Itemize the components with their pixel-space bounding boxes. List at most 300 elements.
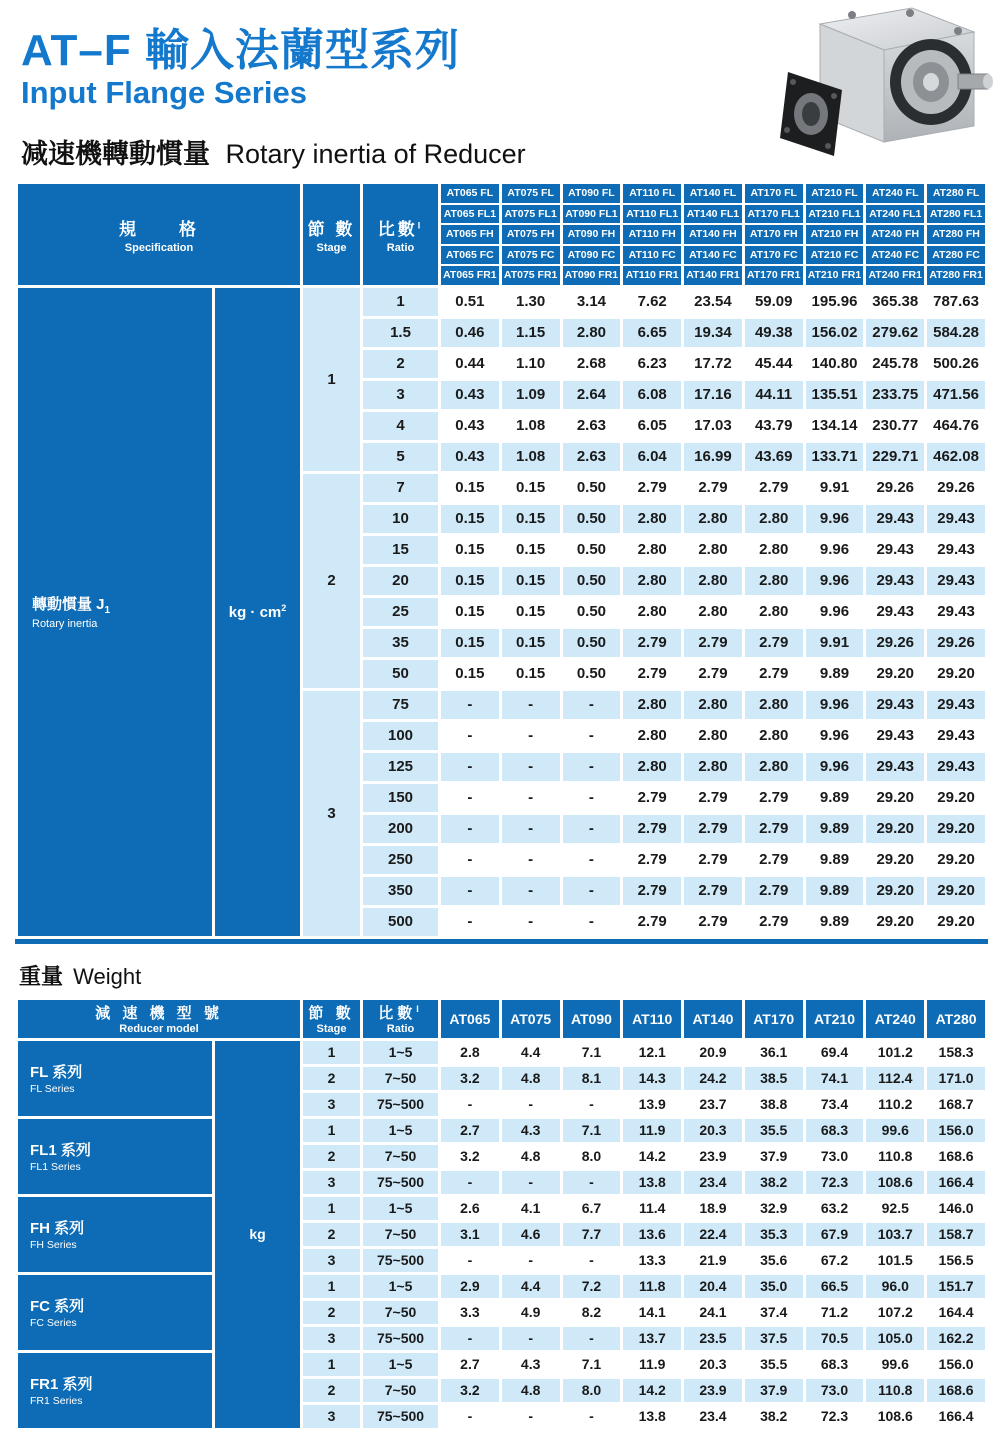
value-cell: - [500,844,561,875]
model-header-at210 [804,183,865,287]
value-cell: 9.96 [804,503,865,534]
value-cell: 6.05 [622,410,683,441]
weight-value-cell: 35.5 [743,1117,804,1143]
model-variant: AT210 FR1 [806,264,864,285]
weight-value-cell: 66.5 [804,1273,865,1299]
weight-value-cell: - [561,1403,622,1429]
ratio-cell: 25 [362,596,440,627]
ratio-cell: 7 [362,472,440,503]
model-variant: AT110 FR1 [623,264,681,285]
weight-value-cell: 14.2 [622,1377,683,1403]
weight-stage-header-zh: 節 數 [308,1005,355,1023]
model-header-at140 [683,183,744,287]
value-cell: 29.43 [926,751,987,782]
value-cell: 29.43 [865,720,926,751]
value-cell: 0.51 [440,286,501,317]
value-cell: 0.15 [500,658,561,689]
model-variant: AT075 FL1 [502,203,560,224]
section-title-weight [19,960,988,991]
weight-value-cell: 37.9 [743,1377,804,1403]
ratio-cell: 75 [362,689,440,720]
weight-ratio-cell: 7~50 [362,1299,440,1325]
model-variant: AT240 FL [872,187,919,200]
weight-value-cell: 13.8 [622,1403,683,1429]
ratio-cell: 20 [362,565,440,596]
value-cell: 2.64 [561,379,622,410]
inertia-table-wrap [15,181,988,944]
ratio-cell: 500 [362,906,440,937]
value-cell: 2.79 [683,906,744,937]
weight-value-cell: 92.5 [865,1195,926,1221]
weight-ratio-cell: 1~5 [362,1039,440,1065]
series-label-fc-series [17,1273,214,1351]
value-cell: 17.16 [683,379,744,410]
weight-stage-cell: 1 [302,1351,362,1377]
value-cell: - [561,751,622,782]
weight-value-cell: - [440,1325,501,1351]
weight-value-cell: 68.3 [804,1117,865,1143]
weight-value-cell: 73.4 [804,1091,865,1117]
model-variant: AT110 FL [629,187,676,200]
weight-value-cell: 7.1 [561,1039,622,1065]
value-cell: 16.99 [683,441,744,472]
weight-title-zh: 重量 [19,963,64,989]
weight-value-cell: 156.0 [926,1351,987,1377]
weight-stage-cell: 2 [302,1143,362,1169]
reducer-model-header-zh: 減 速 機 型 號 [95,1005,223,1023]
value-cell: - [561,720,622,751]
value-cell: 2.79 [743,782,804,813]
value-cell: 2.80 [622,751,683,782]
rotary-inertia-label-sub: 1 [104,605,111,617]
value-cell: 2.79 [622,658,683,689]
weight-value-cell: 11.8 [622,1273,683,1299]
weight-model-header-at280: AT280 [926,998,987,1039]
value-cell: - [561,875,622,906]
weight-stage-cell: 2 [302,1221,362,1247]
model-variant: AT210 FL [811,187,858,200]
weight-value-cell: 99.6 [865,1117,926,1143]
model-variant: AT065 FH [441,223,499,244]
page-subtitle: Input Flange Series [21,75,307,111]
value-cell: 7.62 [622,286,683,317]
value-cell: 0.50 [561,596,622,627]
value-cell: 9.89 [804,875,865,906]
value-cell: 6.08 [622,379,683,410]
weight-value-cell: 158.7 [926,1221,987,1247]
value-cell: 2.80 [743,565,804,596]
inertia-unit-sup: 2 [281,602,287,613]
value-cell: 9.96 [804,596,865,627]
weight-value-cell: 2.8 [440,1039,501,1065]
value-cell: 29.43 [865,596,926,627]
value-cell: 19.34 [683,317,744,348]
value-cell: 2.79 [743,813,804,844]
weight-model-header-at240: AT240 [865,998,926,1039]
series-label-en: FC Series [30,1317,77,1330]
value-cell: 233.75 [865,379,926,410]
weight-value-cell: 7.1 [561,1117,622,1143]
value-cell: 471.56 [926,379,987,410]
weight-value-cell: 8.0 [561,1143,622,1169]
weight-value-cell: 110.8 [865,1377,926,1403]
value-cell: 2.79 [622,844,683,875]
value-cell: 0.15 [440,565,501,596]
weight-ratio-header-sup: I [416,1004,423,1015]
value-cell: 29.43 [926,720,987,751]
ratio-cell: 50 [362,658,440,689]
model-variant: AT210 FC [806,244,864,265]
value-cell: 17.72 [683,348,744,379]
ratio-cell: 10 [362,503,440,534]
value-cell: 9.96 [804,689,865,720]
value-cell: 0.15 [440,596,501,627]
rotary-inertia-label [17,286,214,937]
value-cell: 2.80 [743,720,804,751]
model-variant: AT240 FL1 [866,203,924,224]
weight-value-cell: 20.4 [683,1273,744,1299]
model-variant: AT170 FR1 [745,264,803,285]
value-cell: 3.14 [561,286,622,317]
weight-value-cell: 4.4 [500,1273,561,1299]
value-cell: 29.26 [926,472,987,503]
value-cell: 0.46 [440,317,501,348]
value-cell: 0.15 [500,596,561,627]
weight-value-cell: 23.4 [683,1169,744,1195]
model-header-at240 [865,183,926,287]
series-label-zh: FL 系列 [30,1064,83,1082]
weight-value-cell: 164.4 [926,1299,987,1325]
value-cell: 9.89 [804,658,865,689]
series-label-zh: FR1 系列 [30,1376,93,1394]
weight-ratio-header [362,998,440,1039]
weight-value-cell: 168.6 [926,1143,987,1169]
weight-value-cell: 3.2 [440,1377,501,1403]
weight-stage-cell: 3 [302,1325,362,1351]
value-cell: 2.80 [622,534,683,565]
model-variant: AT090 FH [563,223,621,244]
weight-value-cell: 107.2 [865,1299,926,1325]
weight-value-cell: 7.1 [561,1351,622,1377]
model-variant: AT280 FL1 [927,203,985,224]
value-cell: 9.91 [804,472,865,503]
weight-value-cell: 69.4 [804,1039,865,1065]
inertia-unit-cell [214,286,302,937]
weight-ratio-cell: 7~50 [362,1065,440,1091]
weight-value-cell: 3.2 [440,1143,501,1169]
model-variant: AT140 FL1 [684,203,742,224]
weight-model-header-at210: AT210 [804,998,865,1039]
weight-table [15,997,988,1431]
ratio-cell: 2 [362,348,440,379]
weight-value-cell: 73.0 [804,1377,865,1403]
weight-value-cell: 67.9 [804,1221,865,1247]
value-cell: 2.80 [743,596,804,627]
value-cell: 23.54 [683,286,744,317]
value-cell: 230.77 [865,410,926,441]
weight-value-cell: 20.3 [683,1351,744,1377]
rotary-inertia-label-text: 轉動慣量 J [32,596,105,614]
model-variant: AT140 FH [684,223,742,244]
weight-value-cell: 162.2 [926,1325,987,1351]
model-header-at170 [743,183,804,287]
series-label-fr1-series [17,1351,214,1429]
value-cell: - [500,689,561,720]
model-variant: AT240 FH [866,223,924,244]
weight-value-cell: 24.1 [683,1299,744,1325]
ratio-cell: 3 [362,379,440,410]
ratio-cell: 1 [362,286,440,317]
value-cell: 2.79 [683,813,744,844]
value-cell: 2.80 [683,534,744,565]
weight-stage-cell: 1 [302,1195,362,1221]
value-cell: - [561,813,622,844]
ratio-cell: 100 [362,720,440,751]
weight-ratio-cell: 7~50 [362,1221,440,1247]
weight-value-cell: 11.4 [622,1195,683,1221]
value-cell: 0.43 [440,410,501,441]
value-cell: 9.96 [804,565,865,596]
value-cell: 1.30 [500,286,561,317]
weight-value-cell: 11.9 [622,1351,683,1377]
value-cell: 2.80 [743,534,804,565]
weight-ratio-cell: 75~500 [362,1169,440,1195]
value-cell: 29.43 [926,565,987,596]
weight-ratio-cell: 75~500 [362,1403,440,1429]
ratio-cell: 4 [362,410,440,441]
weight-value-cell: 74.1 [804,1065,865,1091]
value-cell: 6.04 [622,441,683,472]
weight-value-cell: 166.4 [926,1403,987,1429]
weight-model-header-at090: AT090 [561,998,622,1039]
value-cell: 0.15 [500,472,561,503]
value-cell: 2.79 [683,472,744,503]
value-cell: 2.80 [683,751,744,782]
value-cell: 29.20 [926,844,987,875]
model-variant: AT280 FH [927,223,985,244]
model-variant: AT210 FH [806,223,864,244]
weight-value-cell: 13.6 [622,1221,683,1247]
weight-value-cell: 101.5 [865,1247,926,1273]
weight-value-cell: 35.3 [743,1221,804,1247]
inertia-table-body [17,286,987,937]
value-cell: - [440,844,501,875]
weight-value-cell: 2.7 [440,1351,501,1377]
value-cell: 2.80 [622,596,683,627]
weight-value-cell: 166.4 [926,1169,987,1195]
weight-value-cell: - [561,1091,622,1117]
value-cell: 2.79 [743,906,804,937]
value-cell: 43.79 [743,410,804,441]
weight-value-cell: 4.1 [500,1195,561,1221]
weight-value-cell: 23.5 [683,1325,744,1351]
series-label-zh: FC 系列 [30,1298,85,1316]
value-cell: 1.10 [500,348,561,379]
weight-value-cell: 4.6 [500,1221,561,1247]
model-variant: AT075 FR1 [502,264,560,285]
weight-value-cell: - [561,1247,622,1273]
model-header-at280 [926,183,987,287]
value-cell: 6.65 [622,317,683,348]
value-cell: 2.79 [622,782,683,813]
weight-value-cell: 2.7 [440,1117,501,1143]
value-cell: 43.69 [743,441,804,472]
value-cell: 0.50 [561,503,622,534]
model-variant: AT280 FC [927,244,985,265]
weight-stage-cell: 2 [302,1377,362,1403]
value-cell: - [440,782,501,813]
weight-value-cell: 158.3 [926,1039,987,1065]
weight-value-cell: 13.3 [622,1247,683,1273]
weight-value-cell: 21.9 [683,1247,744,1273]
weight-value-cell: - [440,1091,501,1117]
value-cell: 140.80 [804,348,865,379]
weight-value-cell: 13.7 [622,1325,683,1351]
weight-value-cell: 99.6 [865,1351,926,1377]
weight-value-cell: 38.8 [743,1091,804,1117]
value-cell: 2.79 [622,875,683,906]
model-variant: AT170 FL1 [745,203,803,224]
value-cell: 9.96 [804,751,865,782]
weight-stage-cell: 1 [302,1273,362,1299]
weight-value-cell: 156.0 [926,1117,987,1143]
weight-head-row [17,998,987,1039]
value-cell: 9.89 [804,906,865,937]
value-cell: 2.79 [622,906,683,937]
model-variant: AT170 FH [745,223,803,244]
series-label-fh-series [17,1195,214,1273]
weight-title-en: Weight [73,963,142,989]
value-cell: - [561,782,622,813]
weight-ratio-cell: 1~5 [362,1351,440,1377]
weight-value-cell: 168.6 [926,1377,987,1403]
value-cell: 2.63 [561,441,622,472]
gearbox-illustration [762,2,994,188]
weight-value-cell: 35.6 [743,1247,804,1273]
weight-ratio-header-label: 比數 [378,1005,417,1023]
weight-value-cell: 23.9 [683,1377,744,1403]
model-variant: AT170 FC [745,244,803,265]
ratio-cell: 15 [362,534,440,565]
value-cell: 29.43 [926,596,987,627]
weight-value-cell: 67.2 [804,1247,865,1273]
value-cell: 29.20 [926,813,987,844]
model-variant: AT075 FC [502,244,560,265]
value-cell: 2.79 [683,875,744,906]
value-cell: 0.15 [440,472,501,503]
weight-row [17,1273,987,1299]
value-cell: 29.43 [926,689,987,720]
value-cell: 500.26 [926,348,987,379]
weight-model-header-at075: AT075 [500,998,561,1039]
series-label-zh: FH 系列 [30,1220,85,1238]
weight-value-cell: 4.3 [500,1117,561,1143]
value-cell: 2.80 [622,565,683,596]
weight-ratio-header-zh [363,1002,438,1023]
weight-ratio-cell: 1~5 [362,1117,440,1143]
value-cell: 9.89 [804,782,865,813]
weight-stage-cell: 2 [302,1065,362,1091]
weight-value-cell: 4.8 [500,1377,561,1403]
weight-value-cell: 110.8 [865,1143,926,1169]
series-label-en: FL1 Series [30,1161,81,1174]
weight-stage-header [302,998,362,1039]
weight-value-cell: 2.9 [440,1273,501,1299]
value-cell: 2.79 [622,813,683,844]
value-cell: 0.50 [561,565,622,596]
weight-value-cell: 22.4 [683,1221,744,1247]
value-cell: - [500,751,561,782]
value-cell: 29.20 [865,658,926,689]
ratio-cell: 35 [362,627,440,658]
ratio-header [362,183,440,287]
model-variant: AT090 FL [568,187,615,200]
value-cell: 44.11 [743,379,804,410]
weight-value-cell: 14.3 [622,1065,683,1091]
value-cell: 2.79 [743,627,804,658]
value-cell: 2.80 [622,689,683,720]
weight-value-cell: 12.1 [622,1039,683,1065]
value-cell: 45.44 [743,348,804,379]
spec-header [17,183,302,287]
model-variant: AT140 FL [689,187,737,200]
value-cell: 156.02 [804,317,865,348]
value-cell: 9.96 [804,534,865,565]
value-cell: 29.20 [926,658,987,689]
ratio-cell: 350 [362,875,440,906]
value-cell: 0.50 [561,472,622,503]
weight-value-cell: - [561,1325,622,1351]
weight-value-cell: 23.9 [683,1143,744,1169]
series-label-en: FR1 Series [30,1395,83,1408]
weight-value-cell: 4.8 [500,1143,561,1169]
value-cell: 2.80 [622,720,683,751]
value-cell: 49.38 [743,317,804,348]
weight-stage-cell: 1 [302,1117,362,1143]
value-cell: 584.28 [926,317,987,348]
weight-value-cell: 3.3 [440,1299,501,1325]
weight-value-cell: - [440,1403,501,1429]
value-cell: 2.79 [683,658,744,689]
weight-ratio-cell: 1~5 [362,1273,440,1299]
weight-value-cell: 38.2 [743,1403,804,1429]
weight-value-cell: 20.9 [683,1039,744,1065]
value-cell: 2.80 [561,317,622,348]
value-cell: 0.15 [500,534,561,565]
value-cell: 0.15 [440,534,501,565]
value-cell: 0.15 [440,503,501,534]
weight-value-cell: - [440,1247,501,1273]
weight-value-cell: 18.9 [683,1195,744,1221]
ratio-cell: 150 [362,782,440,813]
model-variant: AT110 FC [623,244,681,265]
weight-value-cell: 72.3 [804,1403,865,1429]
weight-value-cell: 112.4 [865,1065,926,1091]
value-cell: - [500,813,561,844]
weight-value-cell: 72.3 [804,1169,865,1195]
weight-stage-cell: 3 [302,1169,362,1195]
inertia-row [17,286,987,317]
weight-ratio-cell: 7~50 [362,1143,440,1169]
value-cell: - [500,906,561,937]
weight-ratio-header-en: Ratio [386,1023,415,1036]
model-variant: AT090 FC [563,244,621,265]
value-cell: 0.50 [561,658,622,689]
value-cell: 2.80 [743,751,804,782]
weight-value-cell: - [500,1247,561,1273]
value-cell: 464.76 [926,410,987,441]
weight-model-header-at110: AT110 [622,998,683,1039]
